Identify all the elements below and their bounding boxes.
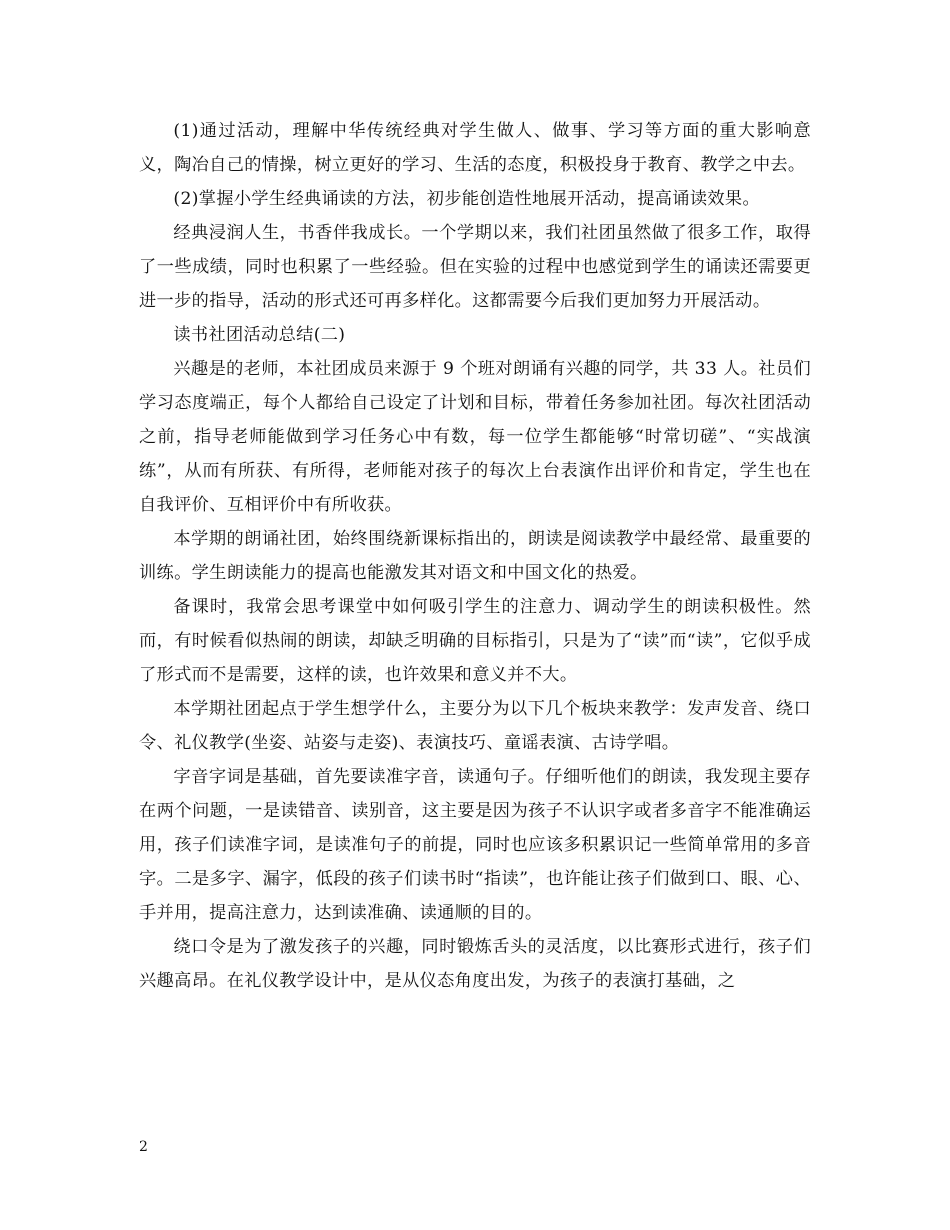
paragraph-goal-2: (2)掌握小学生经典诵读的方法，初步能创造性地展开活动，提高诵读效果。	[173, 189, 760, 209]
paragraph-summary: 经典浸润人生，书香伴我成长。一个学期以来，我们社团虽然做了很多工作，取得了一些成绩，同时也积累了一些经验。但在实验的过程中也感觉到学生的诵读还需要更进一步的指导，活动的形式还可再多样化。这都需要今后我们更加努力开展活动。	[139, 223, 811, 311]
paragraph-lesson-prep: 备课时，我常会思考课堂中如何吸引学生的注意力、调动学生的朗读积极性。然而，有时候看似热闹的朗读，却缺乏明确的目标指引，只是为了“读”而“读”，它似乎成了形式而不是需要，这样的读，也许效果和意义并不大。	[139, 597, 811, 685]
body-text	[139, 114, 811, 998]
paragraph-tongue-twister: 绕口令是为了激发孩子的兴趣，同时锻炼舌头的灵活度，以比赛形式进行，孩子们兴趣高昂。在礼仪教学设计中，是从仪态角度出发，为孩子的表演打基础，之	[139, 937, 811, 991]
paragraph-modules: 本学期社团起点于学生想学什么，主要分为以下几个板块来教学：发声发音、绕口令、礼仪教学(坐姿、站姿与走姿)、表演技巧、童谣表演、古诗学唱。	[139, 699, 811, 753]
paragraph-interest: 兴趣是的老师，本社团成员来源于 9 个班对朗诵有兴趣的同学，共 33 人。社员们学习态度端正，每个人都给自己设定了计划和目标，带着任务参加社团。每次社团活动之前，指导老师能做到学习任务心中有数，每一位学生都能够“时常切磋”、“实战演练”，从而有所获、有所得，老师能对孩子的每次上台表演作出评价和肯定，学生也在自我评价、互相评价中有所收获。	[139, 359, 811, 515]
page-number: 2	[139, 1139, 148, 1155]
paragraph-pronunciation: 字音字词是基础，首先要读准字音，读通句子。仔细听他们的朗读，我发现主要存在两个问题，一是读错音、读别音，这主要是因为孩子不认识字或者多音字不能准确运用，孩子们读准字词，是读准句子的前提，同时也应该多积累识记一些简单常用的多音字。二是多字、漏字，低段的孩子们读书时“指读”，也许能让孩子们做到口、眼、心、手并用，提高注意力，达到读准确、读通顺的目的。	[139, 767, 811, 923]
paragraph-semester-club: 本学期的朗诵社团，始终围绕新课标指出的，朗读是阅读教学中最经常、最重要的训练。学生朗读能力的提高也能激发其对语文和中国文化的热爱。	[139, 529, 811, 583]
paragraph-goal-1: (1)通过活动，理解中华传统经典对学生做人、做事、学习等方面的重大影响意义，陶冶自己的情操，树立更好的学习、生活的态度，积极投身于教育、教学之中去。	[139, 121, 811, 175]
section-heading: 读书社团活动总结(二)	[173, 325, 346, 345]
